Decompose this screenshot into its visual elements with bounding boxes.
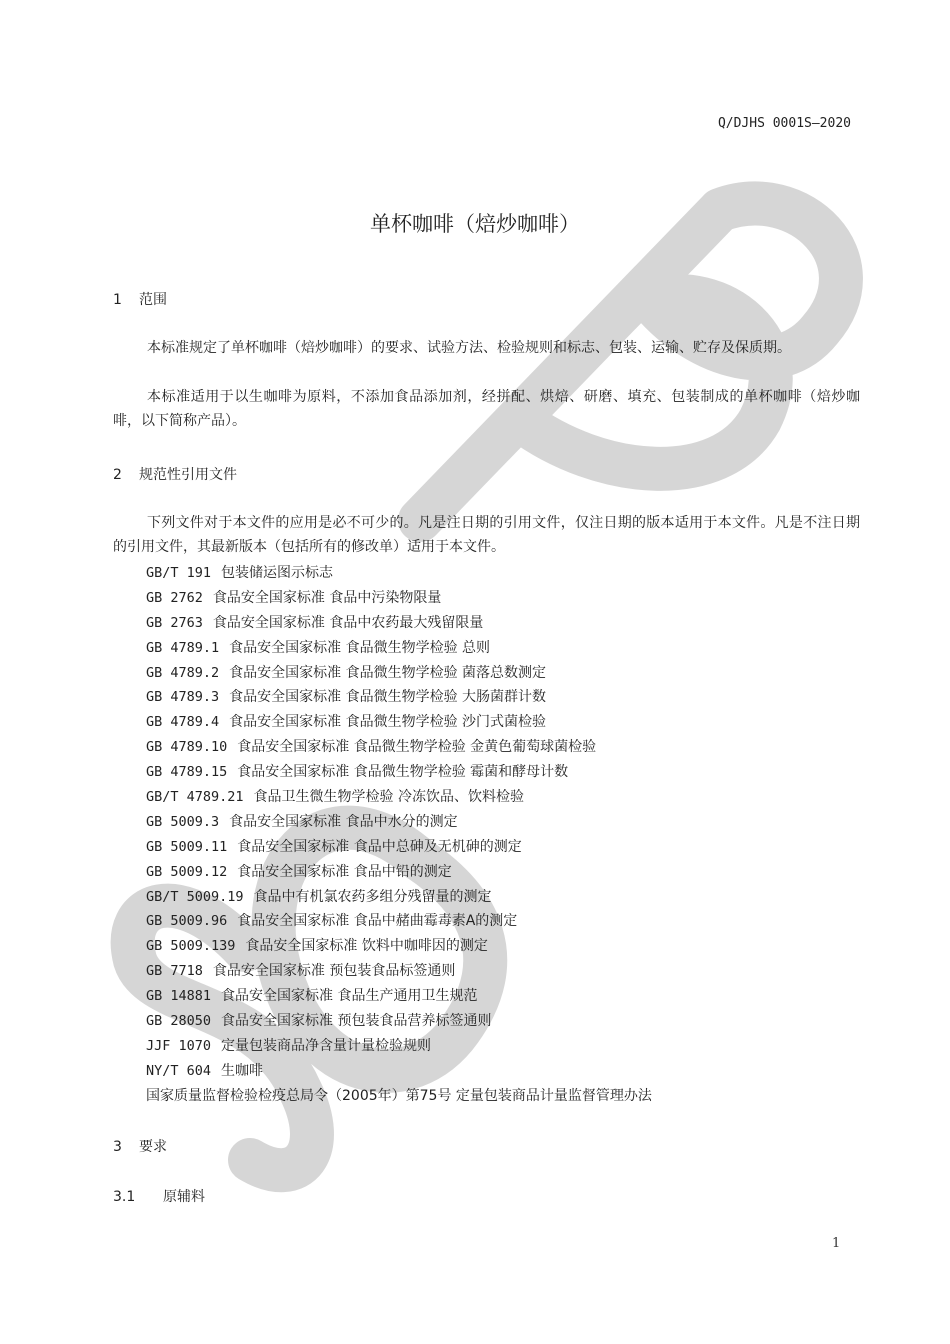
reference-item <box>146 685 652 710</box>
reference-item <box>146 885 652 910</box>
reference-item <box>146 785 652 810</box>
reference-list <box>146 561 652 1109</box>
section-number: 3.1 <box>113 1189 136 1205</box>
reference-title: 食品安全国家标准 食品微生物学检验 总则 <box>229 639 491 656</box>
reference-title: 食品安全国家标准 食品微生物学检验 沙门式菌检验 <box>229 714 547 731</box>
reference-item <box>146 636 652 661</box>
reference-item <box>146 835 652 860</box>
reference-code: GB 4789.1 <box>146 639 220 656</box>
reference-code: GB 4789.3 <box>146 689 220 706</box>
reference-item <box>146 984 652 1009</box>
scope-paragraph-2: 本标准适用于以生咖啡为原料，不添加食品添加剂，经拼配、烘焙、研磨、填充、包装制成的单杯咖啡（焙炒咖啡，以下简称产品）。 <box>113 389 860 429</box>
section-heading-scope <box>113 289 167 309</box>
reference-title: 食品安全国家标准 预包装食品标签通则 <box>212 963 456 980</box>
reference-title: 定量包装商品净含量计量检验规则 <box>221 1037 432 1054</box>
reference-item <box>146 810 652 835</box>
reference-code: GB 4789.4 <box>146 714 220 731</box>
normative-intro: 下列文件对于本文件的应用是必不可少的。凡是注日期的引用文件，仅注日期的版本适用于本文件。凡是不注日期的引用文件，其最新版本（包括所有的修改单）适用于本文件。 <box>113 515 860 555</box>
section-title: 范围 <box>139 292 167 308</box>
section-heading-normative <box>113 464 237 484</box>
section-title: 要求 <box>139 1139 167 1155</box>
document-code: Q/DJHS 0001S—2020 <box>717 116 851 131</box>
reference-title: 食品安全国家标准 食品中水分的测定 <box>229 813 458 830</box>
reference-item <box>146 909 652 934</box>
reference-item <box>146 661 652 686</box>
reference-title: 食品安全国家标准 食品微生物学检验 金黄色葡萄球菌检验 <box>237 739 597 756</box>
reference-code: GB 5009.96 <box>146 913 228 930</box>
reference-title: 食品安全国家标准 食品中总砷及无机砷的测定 <box>237 838 522 855</box>
reference-code: GB 5009.11 <box>146 838 228 855</box>
reference-code: GB 4789.15 <box>146 764 228 781</box>
reference-code: GB 2762 <box>146 589 203 606</box>
reference-item <box>146 1059 652 1084</box>
reference-item <box>146 1034 652 1059</box>
reference-code: GB 4789.2 <box>146 664 220 681</box>
reference-title: 国家质量监督检验检疫总局令（2005年）第75号 定量包装商品计量监督管理办法 <box>146 1087 652 1104</box>
document-title: 单杯咖啡（焙炒咖啡） <box>370 212 580 236</box>
reference-item <box>146 760 652 785</box>
section-title: 规范性引用文件 <box>139 467 237 483</box>
reference-title: 食品安全国家标准 食品中污染物限量 <box>212 589 442 606</box>
section-number: 3 <box>113 1139 122 1155</box>
reference-title: 包装储运图示标志 <box>221 565 334 581</box>
reference-title: 食品安全国家标准 食品生产通用卫生规范 <box>221 988 478 1005</box>
section-heading-requirements <box>113 1136 167 1156</box>
reference-title: 食品中有机氯农药多组分残留量的测定 <box>253 888 492 905</box>
reference-item <box>146 586 652 611</box>
reference-code: GB/T 191 <box>146 565 212 581</box>
reference-title: 食品安全国家标准 预包装食品营养标签通则 <box>221 1013 492 1030</box>
reference-item <box>146 1084 652 1109</box>
reference-title: 食品卫生微生物学检验 冷冻饮品、饮料检验 <box>253 789 524 806</box>
reference-code: NY/T 604 <box>146 1062 212 1079</box>
section-number: 1 <box>113 292 122 308</box>
reference-code: JJF 1070 <box>146 1037 212 1054</box>
reference-title: 食品安全国家标准 食品微生物学检验 菌落总数测定 <box>229 664 547 681</box>
scope-paragraph-1: 本标准规定了单杯咖啡（焙炒咖啡）的要求、试验方法、检验规则和标志、包装、运输、贮存及保质期。 <box>147 340 791 356</box>
reference-title: 食品安全国家标准 食品中铅的测定 <box>237 863 452 880</box>
reference-code: GB/T 5009.19 <box>146 888 244 905</box>
reference-item <box>146 860 652 885</box>
reference-code: GB 4789.10 <box>146 739 228 756</box>
reference-item <box>146 1009 652 1034</box>
reference-item <box>146 934 652 959</box>
reference-item <box>146 561 652 586</box>
reference-item <box>146 710 652 735</box>
section-heading-raw-materials <box>113 1186 205 1206</box>
reference-item <box>146 735 652 760</box>
reference-title: 食品安全国家标准 饮料中咖啡因的测定 <box>245 938 488 955</box>
page-number: 1 <box>832 1236 841 1251</box>
reference-item <box>146 959 652 984</box>
reference-title: 食品安全国家标准 食品中赭曲霉毒素A的测定 <box>237 913 518 930</box>
reference-code: GB 5009.139 <box>146 938 236 955</box>
reference-item <box>146 611 652 636</box>
section-number: 2 <box>113 467 122 483</box>
reference-code: GB 5009.12 <box>146 863 228 880</box>
reference-code: GB 5009.3 <box>146 813 220 830</box>
reference-code: GB 28050 <box>146 1013 212 1030</box>
reference-code: GB 14881 <box>146 988 212 1005</box>
section-title: 原辅料 <box>163 1189 205 1205</box>
reference-title: 生咖啡 <box>221 1062 264 1079</box>
reference-title: 食品安全国家标准 食品中农药最大残留限量 <box>212 614 484 631</box>
reference-code: GB 2763 <box>146 614 203 631</box>
reference-code: GB 7718 <box>146 963 203 980</box>
reference-title: 食品安全国家标准 食品微生物学检验 霉菌和酵母计数 <box>237 764 569 781</box>
reference-code: GB/T 4789.21 <box>146 789 244 806</box>
reference-title: 食品安全国家标准 食品微生物学检验 大肠菌群计数 <box>229 689 547 706</box>
